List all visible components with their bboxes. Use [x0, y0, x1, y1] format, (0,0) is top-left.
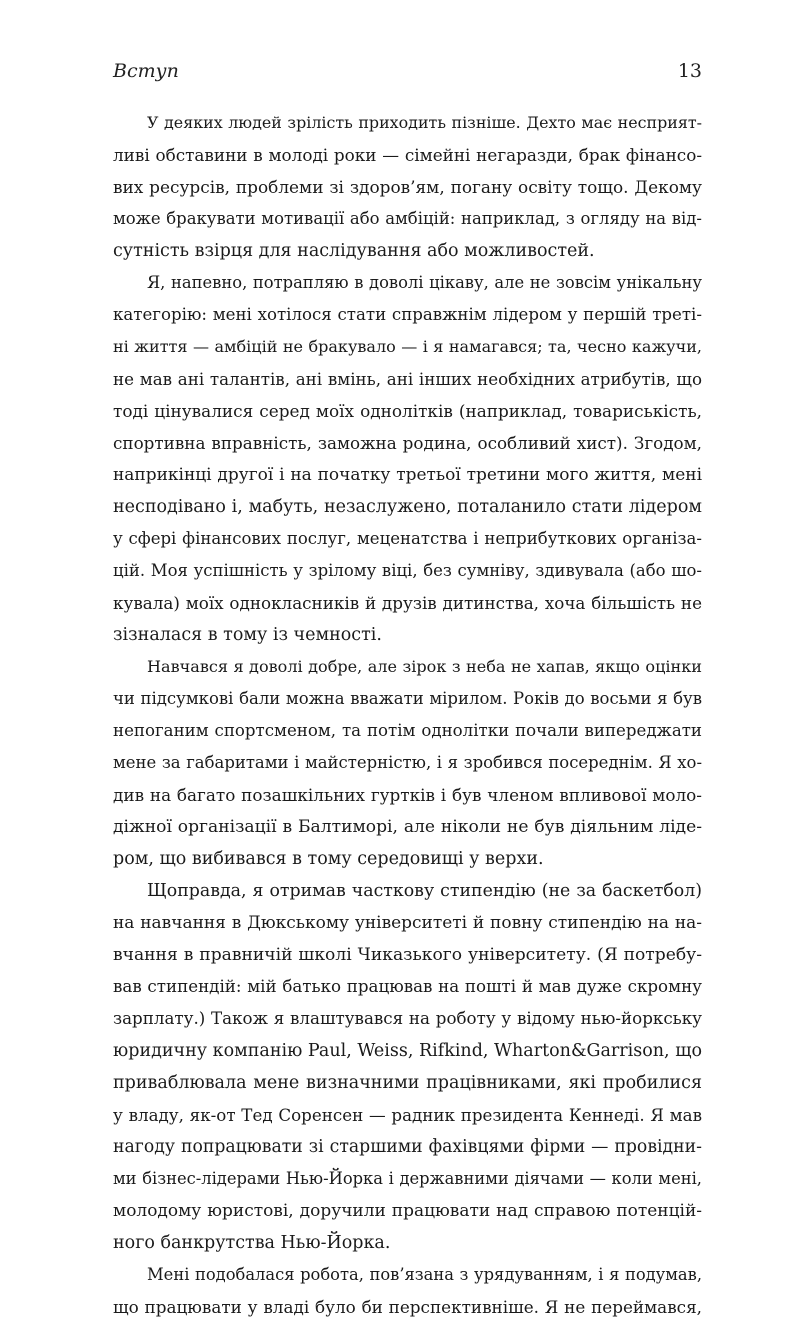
- body-text: [113, 107, 702, 1323]
- text-line: чи підсумкові бали можна вважати мірилом. Років до восьми я був: [113, 689, 702, 708]
- text-line: юридичну компанію Paul, Weiss, Rifkind, Wharton&Garrison, що: [113, 1041, 702, 1061]
- text-line: вих ресурсів, проблеми зі здоров’ям, погану освіту тощо. Декому: [113, 177, 702, 197]
- text-line: мене за габаритами і майстерністю, і я зробився посереднім. Я хо-: [113, 753, 702, 772]
- text-line: спортивна вправність, заможна родина, особливий хист). Згодом,: [113, 433, 702, 453]
- text-line: зізналася в тому із чемності.: [113, 625, 382, 645]
- text-line: наприкінці другої і на початку третьої третини мого життя, мені: [113, 465, 702, 485]
- text-line: зарплату.) Також я влаштувався на роботу у відому нью-йоркську: [113, 1009, 702, 1028]
- text-line: Навчався я доволі добре, але зірок з неба не хапав, якщо оцінки: [147, 657, 702, 676]
- text-line: у сфері фінансових послуг, меценатства і неприбуткових організа-: [113, 529, 702, 548]
- text-line: ні життя — амбіцій не бракувало — і я намагався; та, чесно кажучи,: [113, 337, 702, 356]
- text-line: ром, що вибивався в тому середовищі у верхи.: [113, 849, 544, 869]
- text-line: ного банкрутства Нью-Йорка.: [113, 1233, 391, 1253]
- running-header: [113, 60, 702, 94]
- text-line: що працювати у владі було би перспективніше. Я не переймався,: [113, 1297, 702, 1317]
- text-line: не мав ані талантів, ані вмінь, ані інших необхідних атрибутів, що: [113, 369, 702, 389]
- text-line: Щоправда, я отримав часткову стипендію (не за баскетбол): [147, 881, 702, 901]
- text-line: молодому юристові, доручили працювати над справою потенцій-: [113, 1201, 702, 1221]
- text-line: цій. Моя успішність у зрілому віці, без сумніву, здивувала (або шо-: [113, 561, 702, 580]
- section-title: Вступ: [113, 60, 179, 82]
- text-line: категорію: мені хотілося стати справжнім лідером у першій треті-: [113, 305, 702, 324]
- text-line: тоді цінувалися серед моїх однолітків (наприклад, товариськість,: [113, 401, 702, 421]
- text-line: ливі обставини в молоді роки — сімейні негаразди, брак фінансо-: [113, 145, 702, 165]
- text-line: нагоду попрацювати зі старшими фахівцями фірми — провідни-: [113, 1137, 702, 1157]
- text-line: вав стипендій: мій батько працював на пошті й мав дуже скромну: [113, 977, 702, 996]
- text-line: несподівано і, мабуть, незаслужено, поталанило стати лідером: [113, 497, 702, 517]
- text-line: вчання в правничій школі Чиказького університету. (Я потребу-: [113, 945, 702, 965]
- text-line: сутність взірця для наслідування або можливостей.: [113, 241, 595, 261]
- text-line: на навчання в Дюкському університеті й повну стипендію на на-: [113, 913, 702, 933]
- text-line: У деяких людей зрілість приходить пізніше. Дехто має несприят-: [147, 113, 702, 132]
- text-line: може бракувати мотивації або амбіцій: наприклад, з огляду на від-: [113, 209, 702, 228]
- text-line: кувала) моїх однокласників й друзів дитинства, хоча більшість не: [113, 593, 702, 613]
- text-line: приваблювала мене визначними працівниками, які пробилися: [113, 1073, 702, 1093]
- text-line: Мені подобалася робота, пов’язана з урядуванням, і я подумав,: [147, 1265, 702, 1284]
- text-line: ми бізнес-лідерами Нью-Йорка і державними діячами — коли мені,: [113, 1169, 702, 1188]
- page-number: 13: [677, 60, 702, 82]
- text-line: діжної організації в Балтиморі, але ніколи не був діяльним ліде-: [113, 817, 702, 837]
- text-line: непоганим спортсменом, та потім однолітки почали випереджати: [113, 721, 702, 740]
- text-line: див на багато позашкільних гуртків і був членом впливової моло-: [113, 785, 702, 805]
- text-line: Я, напевно, потрапляю в доволі цікаву, але не зовсім унікальну: [147, 273, 702, 292]
- text-line: у владу, як-от Тед Соренсен — радник президента Кеннеді. Я мав: [113, 1105, 702, 1125]
